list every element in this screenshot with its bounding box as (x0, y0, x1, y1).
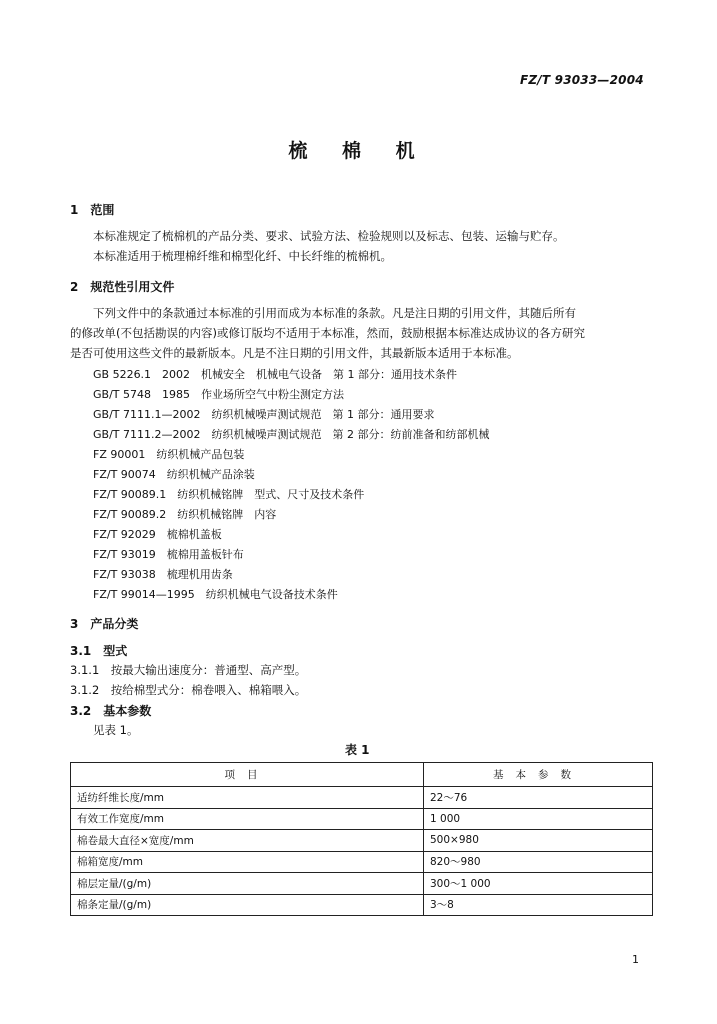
page-title: 梳 棉 机 (288, 140, 429, 162)
item-cell: 棉层定量/(g/m) (71, 873, 424, 895)
parameters-table (70, 762, 653, 916)
standard-number: FZ/T 93033—2004 (520, 73, 644, 87)
column-header-item: 项目 (71, 763, 424, 787)
section-1-heading: 1 范围 (70, 203, 115, 217)
table-caption: 表 1 (345, 743, 370, 757)
reference-item: FZ 90001 纺织机械产品包装 (93, 448, 245, 461)
value-cell: 22～76 (424, 787, 653, 809)
clause-3-1-2: 3.1.2 按给棉型式分：棉卷喂入、棉箱喂入。 (70, 683, 307, 697)
reference-item: GB/T 7111.1—2002 纺织机械噪声测试规范 第 1 部分：通用要求 (93, 408, 435, 421)
table-row (71, 873, 653, 895)
value-cell: 300～1 000 (424, 873, 653, 895)
item-cell: 棉箱宽度/mm (71, 851, 424, 873)
value-cell: 3～8 (424, 894, 653, 916)
value-cell: 820～980 (424, 851, 653, 873)
subsection-3-2-heading: 3.2 基本参数 (70, 704, 152, 718)
table-row (71, 830, 653, 852)
section-2-intro-line-1: 下列文件中的条款通过本标准的引用而成为本标准的条款。凡是注日期的引用文件，其随后所有 (93, 306, 576, 320)
item-cell: 适纺纤维长度/mm (71, 787, 424, 809)
reference-item: FZ/T 99014—1995 纺织机械电气设备技术条件 (93, 588, 338, 601)
reference-item: GB 5226.1 2002 机械安全 机械电气设备 第 1 部分：通用技术条件 (93, 368, 458, 381)
reference-item: GB/T 7111.2—2002 纺织机械噪声测试规范 第 2 部分：纺前准备和纺部机械 (93, 428, 490, 441)
subsection-3-1-heading: 3.1 型式 (70, 644, 128, 658)
table-row (71, 851, 653, 873)
reference-item: FZ/T 92029 梳棉机盖板 (93, 528, 222, 541)
value-cell: 500×980 (424, 830, 653, 852)
reference-item: FZ/T 90089.2 纺织机械铭牌 内容 (93, 508, 277, 521)
section-3-heading: 3 产品分类 (70, 617, 139, 631)
table-row (71, 808, 653, 830)
section-1-paragraph-1: 本标准规定了梳棉机的产品分类、要求、试验方法、检验规则以及标志、包装、运输与贮存。 (93, 229, 565, 243)
item-cell: 棉条定量/(g/m) (71, 894, 424, 916)
section-2-intro-line-2: 的修改单(不包括勘误的内容)或修订版均不适用于本标准，然而，鼓励根据本标准达成协议的各方研究 (70, 326, 585, 340)
section-2-heading: 2 规范性引用文件 (70, 280, 175, 294)
table-row (71, 787, 653, 809)
section-1-paragraph-2: 本标准适用于梳理棉纤维和棉型化纤、中长纤维的梳棉机。 (93, 249, 392, 263)
reference-item: FZ/T 93038 梳理机用齿条 (93, 568, 233, 581)
page-number: 1 (632, 953, 639, 966)
value-cell: 1 000 (424, 808, 653, 830)
item-cell: 有效工作宽度/mm (71, 808, 424, 830)
table-header-row (71, 763, 653, 787)
column-header-parameter: 基本参数 (424, 763, 653, 787)
reference-item: GB/T 5748 1985 作业场所空气中粉尘测定方法 (93, 388, 344, 401)
reference-item: FZ/T 90074 纺织机械产品涂装 (93, 468, 255, 481)
clause-3-1-1: 3.1.1 按最大输出速度分：普通型、高产型。 (70, 663, 307, 677)
see-table-note: 见表 1。 (93, 723, 139, 737)
item-cell: 棉卷最大直径×宽度/mm (71, 830, 424, 852)
reference-item: FZ/T 93019 梳棉用盖板针布 (93, 548, 244, 561)
reference-item: FZ/T 90089.1 纺织机械铭牌 型式、尺寸及技术条件 (93, 488, 365, 501)
section-2-intro-line-3: 是否可使用这些文件的最新版本。凡是不注日期的引用文件，其最新版本适用于本标准。 (70, 346, 519, 360)
table-row (71, 894, 653, 916)
